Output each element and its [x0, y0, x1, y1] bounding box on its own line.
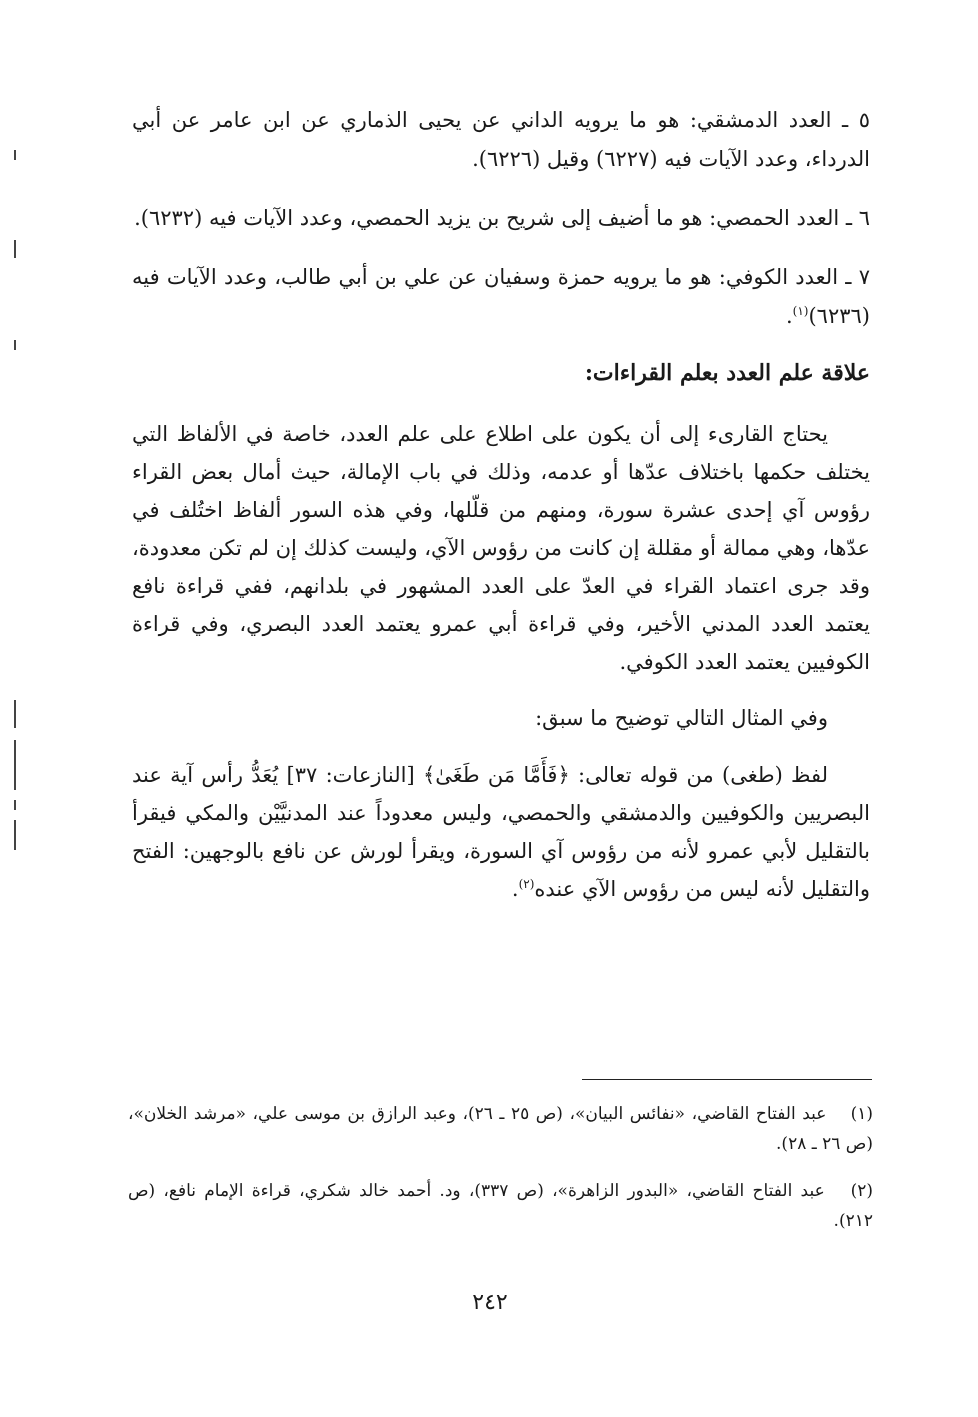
page-number: ٢٤٢	[472, 1290, 508, 1315]
count-item-damascene: ٥ ـ العدد الدمشقي: هو ما يرويه الداني عن يحيى الذماري عن ابن عامر عن أبي الدرداء، وعدد الآيات فيه (٦٢٢٧) وقيل (٦٢٢٦).	[132, 108, 870, 171]
footnote-separator	[582, 1079, 872, 1080]
footnote-2-number: (٢)	[850, 1181, 873, 1201]
paragraph-2: وفي المثال التالي توضيح ما سبق:	[535, 706, 828, 730]
count-item-kufi-text: ٧ ـ العدد الكوفي: هو ما يرويه حمزة وسفيان عن علي بن أبي طالب، وعدد الآيات فيه (٦٢٣٦)	[132, 265, 870, 328]
footnote-1	[128, 1099, 873, 1159]
footnote-2	[128, 1176, 873, 1236]
paragraph-3	[132, 756, 870, 908]
footnote-2-text: عبد الفتاح القاضي، «البدور الزاهرة»، (ص ٣٣٧)، ود. أحمد خالد شكري، قراءة الإمام نافع، (ص ٢١٢).	[128, 1181, 873, 1231]
scan-margin-marks	[0, 0, 30, 1417]
footnote-1-text: عبد الفتاح القاضي، «نفائس البيان»، (ص ٢٥ ـ ٢٦)، وعبد الرازق بن موسى علي، «مرشد الخلان»، (ص ٢٦ ـ ٢٨).	[128, 1104, 873, 1154]
paragraph-3-end: .	[511, 877, 519, 901]
paragraph-1: يحتاج القارىء إلى أن يكون على اطلاع على علم العدد، خاصة في الألفاظ التي يختلف حكمها باختلاف عدّها أو عدمه، وذلك في باب الإمالة، حيث أمال بعض القراء رؤوس آي إحدى عشرة سورة، ومنهم من قلّلها، وفي هذه السور ألفاظ اختُلف في عدّها، وهي ممالة أو مقللة إن كانت من رؤوس الآي، وليست كذلك إن لم تكن معدودة، وقد جرى اعتماد القراء في العدّ على العدد المشهور في بلدانهم، ففي قراءة نافع يعتمد العدد المدني الأخير، وفي قراءة أبي عمرو يعتمد العدد البصري، وفي قراءة الكوفيين يعتمد العدد الكوفي.	[132, 422, 871, 674]
count-item-kufi-end: .	[785, 304, 793, 328]
footnote-1-number: (١)	[850, 1104, 873, 1124]
count-item-kufi	[132, 258, 870, 336]
count-item-homsi: ٦ ـ العدد الحمصي: هو ما أضيف إلى شريح بن يزيد الحمصي، وعدد الآيات فيه (٦٢٣٢).	[134, 206, 870, 230]
footnote-ref-2[interactable]: (٢)	[518, 877, 535, 891]
footnote-ref-1[interactable]: (١)	[792, 304, 809, 318]
section-heading: علاقة علم العدد بعلم القراءات:	[584, 360, 870, 386]
main-text	[132, 101, 870, 908]
paragraph-3-text: لفظ (طغى) من قوله تعالى: ﴿فَأَمَّا مَن طَغَىٰ﴾ [النازعات: ٣٧] يُعَدُّ رأس آية عند البصريين والكوفيين والدمشقي والحمصي، وليس معدوداً عند المدنيَّيْن والمكي فيقرأ بالتقليل لأبي عمرو لأنه من رؤوس آي السورة، ويقرأ لورش عن نافع بالوجهين: الفتح والتقليل لأنه ليس من رؤوس الآي عنده	[132, 763, 870, 901]
